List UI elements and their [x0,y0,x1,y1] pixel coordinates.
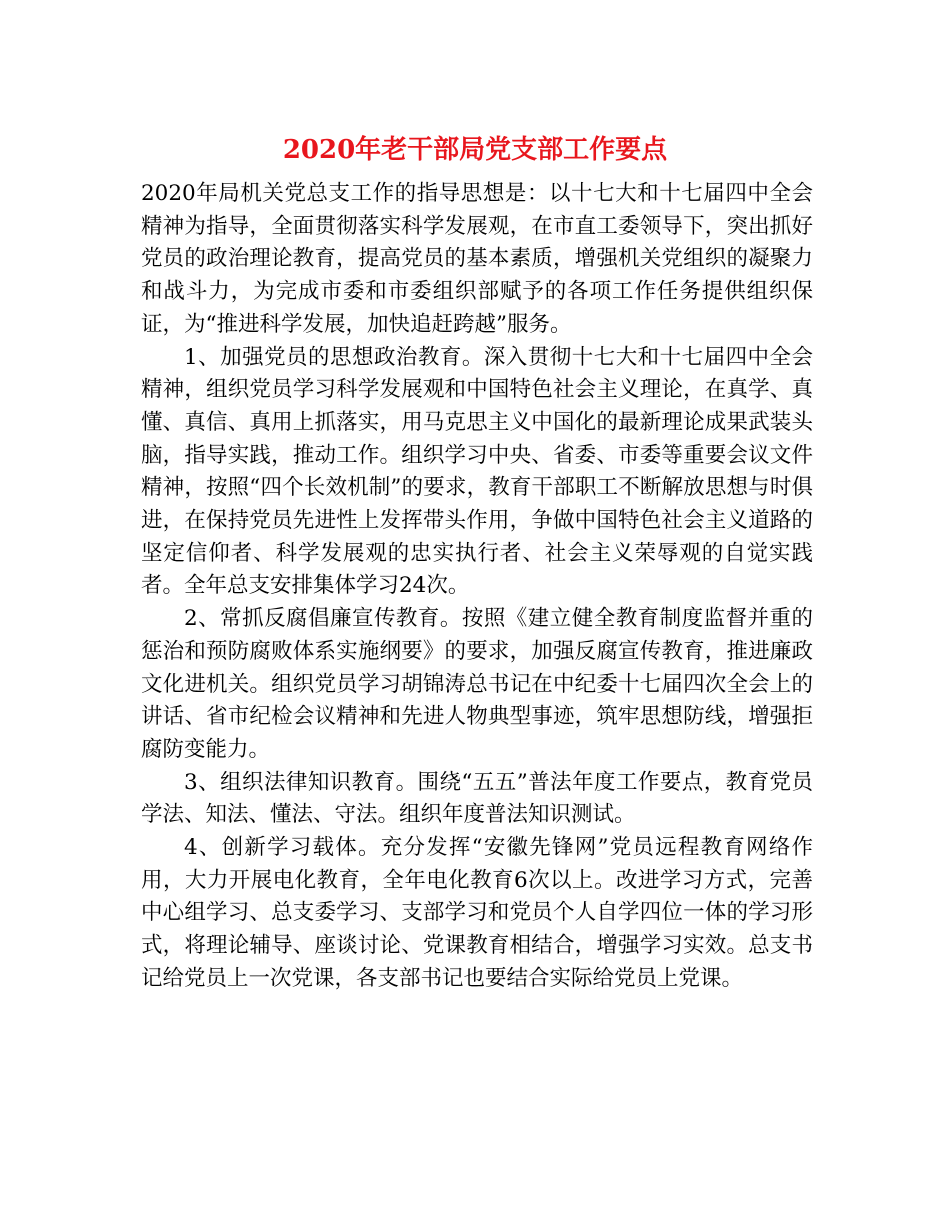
document-body [141,178,813,996]
document-title: 2020年老干部局党支部工作要点 [282,135,668,165]
section-paragraph-4: 4、创新学习载体。充分发挥“安徽先锋网”党员远程教育网络作用，大力开展电化教育，全年电化教育6次以上。改进学习方式，完善中心组学习、总支委学习、支部学习和党员个人自学四位一体的学习形式，将理论辅导、座谈讨论、党课教育相结合，增强学习实效。总支书记给党员上一次党课，各支部书记也要结合实际给党员上党课。 [141,835,813,991]
section-paragraph-1: 1、加强党员的思想政治教育。深入贯彻十七大和十七届四中全会精神，组织党员学习科学发展观和中国特色社会主义理论，在真学、真懂、真信、真用上抓落实，用马克思主义中国化的最新理论成果武装头脑，指导实践，推动工作。组织学习中央、省委、市委等重要会议文件精神，按照“四个长效机制”的要求，教育干部职工不断解放思想与时俱进，在保持党员先进性上发挥带头作用，争做中国特色社会主义道路的坚定信仰者、科学发展观的忠实执行者、社会主义荣辱观的自觉实践者。全年总支安排集体学习24次。 [141,344,813,599]
section-paragraph-2: 2、常抓反腐倡廉宣传教育。按照《建立健全教育制度监督并重的惩治和预防腐败体系实施纲要》的要求，加强反腐宣传教育，推进廉政文化进机关。组织党员学习胡锦涛总书记在中纪委十七届四次全会上的讲话、省市纪检会议精神和先进人物典型事迹，筑牢思想防线，增强拒腐防变能力。 [141,606,813,762]
section-paragraph-3: 3、组织法律知识教育。围绕“五五”普法年度工作要点，教育党员学法、知法、懂法、守法。组织年度普法知识测试。 [141,769,813,828]
intro-paragraph: 2020年局机关党总支工作的指导思想是：以十七大和十七届四中全会精神为指导，全面贯彻落实科学发展观，在市直工委领导下，突出抓好党员的政治理论教育，提高党员的基本素质，增强机关党组织的凝聚力和战斗力，为完成市委和市委组织部赋予的各项工作任务提供组织保证，为“推进科学发展，加快追赶跨越”服务。 [141,181,813,337]
